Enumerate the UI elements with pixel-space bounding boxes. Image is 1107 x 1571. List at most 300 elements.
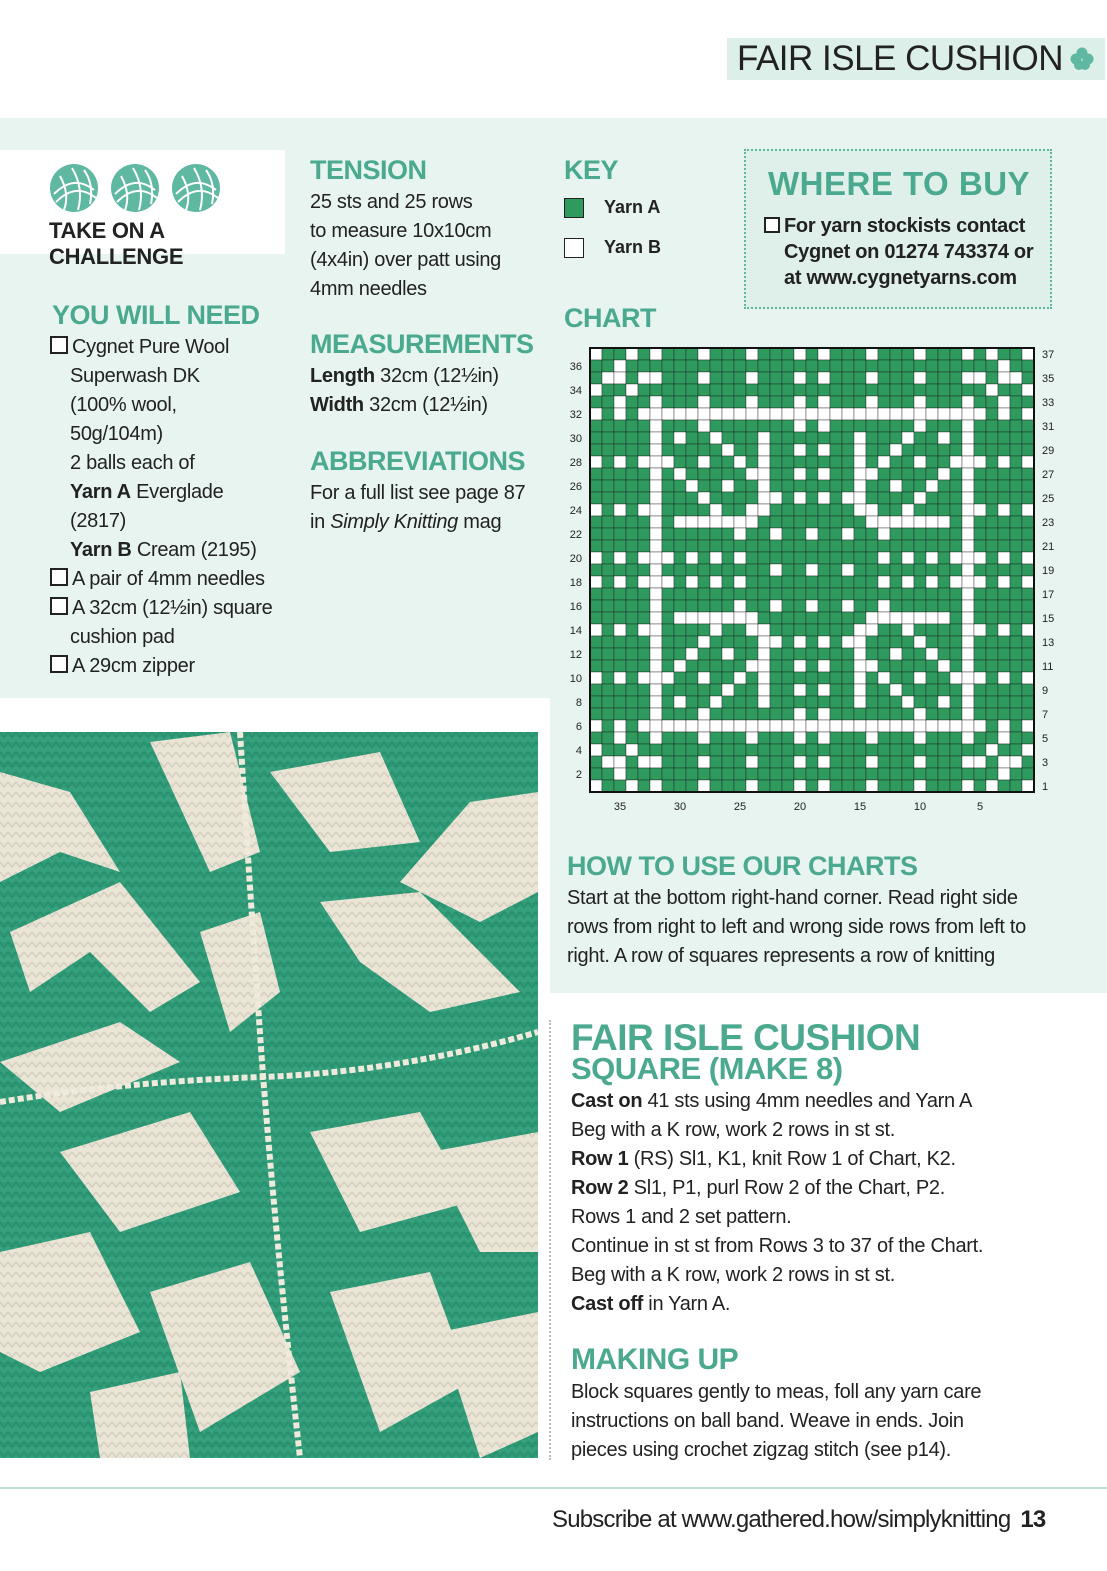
chart-stitch-cell — [1010, 564, 1022, 576]
abbreviations-line — [310, 508, 550, 537]
chart-stitch-cell — [782, 468, 794, 480]
chart-stitch-cell — [914, 624, 926, 636]
chart-stitch-cell — [914, 768, 926, 780]
chart-stitch-cell — [614, 420, 626, 432]
abbreviations-title: ABBREVIATIONS — [310, 446, 526, 476]
chart-stitch-cell — [590, 432, 602, 444]
chart-stitch-cell — [986, 624, 998, 636]
chart-stitch-cell — [842, 588, 854, 600]
chart-stitch-cell — [854, 696, 866, 708]
chart-stitch-cell — [818, 420, 830, 432]
chart-stitch-cell — [1022, 492, 1034, 504]
chart-stitch-cell — [626, 360, 638, 372]
chart-stitch-cell — [842, 600, 854, 612]
chart-stitch-cell — [950, 420, 962, 432]
chart-stitch-cell — [686, 576, 698, 588]
yarn-ball-icon — [111, 164, 159, 212]
chart-stitch-cell — [794, 744, 806, 756]
chart-stitch-cell — [662, 660, 674, 672]
chart-stitch-cell — [710, 780, 722, 792]
width-value: 32cm (12½in) — [363, 394, 488, 416]
chart-stitch-cell — [650, 708, 662, 720]
chart-stitch-cell — [962, 420, 974, 432]
chart-stitch-cell — [794, 624, 806, 636]
chart-stitch-cell — [770, 552, 782, 564]
chart-stitch-cell — [770, 444, 782, 456]
chart-stitch-cell — [734, 648, 746, 660]
chart-stitch-cell — [986, 684, 998, 696]
footer-subscribe: Subscribe at www.gathered.how/simplyknitting — [552, 1506, 1011, 1533]
chart-stitch-cell — [638, 456, 650, 468]
chart-stitch-cell — [950, 780, 962, 792]
chart-row-label: 28 — [569, 457, 582, 469]
chart-stitch-cell — [1010, 648, 1022, 660]
chart-stitch-cell — [602, 420, 614, 432]
chart-stitch-cell — [902, 684, 914, 696]
chart-stitch-cell — [854, 768, 866, 780]
chart-stitch-cell — [938, 588, 950, 600]
chart-stitch-cell — [830, 396, 842, 408]
chart-stitch-cell — [890, 648, 902, 660]
chart-row-label: 18 — [569, 577, 582, 589]
chart-stitch-cell — [998, 768, 1010, 780]
chart-stitch-cell — [590, 528, 602, 540]
chart-stitch-cell — [806, 672, 818, 684]
chart-stitch-cell — [854, 420, 866, 432]
chart-stitch-cell — [998, 528, 1010, 540]
chart-row-label: 32 — [569, 409, 582, 421]
chart-stitch-cell — [722, 384, 734, 396]
pattern-line — [571, 1174, 1091, 1203]
chart-stitch-cell — [902, 636, 914, 648]
chart-stitch-cell — [758, 648, 770, 660]
key-title: KEY — [564, 155, 619, 185]
chart-stitch-cell — [686, 684, 698, 696]
chart-stitch-cell — [998, 372, 1010, 384]
chart-stitch-cell — [962, 552, 974, 564]
chart-stitch-cell — [698, 564, 710, 576]
chart-stitch-cell — [722, 744, 734, 756]
chart-stitch-cell — [782, 396, 794, 408]
section-header-tag — [727, 38, 1105, 80]
chart-stitch-cell — [698, 624, 710, 636]
need-item-line — [50, 565, 290, 594]
chart-stitch-cell — [806, 600, 818, 612]
chart-column-label: 35 — [613, 801, 627, 813]
chart-stitch-cell — [1010, 360, 1022, 372]
chart-stitch-cell — [698, 720, 710, 732]
chart-stitch-cell — [794, 660, 806, 672]
chart-stitch-cell — [926, 360, 938, 372]
chart-stitch-cell — [878, 408, 890, 420]
chart-stitch-cell — [770, 540, 782, 552]
chart-stitch-cell — [842, 468, 854, 480]
chart-stitch-cell — [674, 528, 686, 540]
chart-stitch-cell — [1022, 564, 1034, 576]
chart-stitch-cell — [938, 432, 950, 444]
chart-stitch-cell — [686, 432, 698, 444]
chart-stitch-cell — [1010, 720, 1022, 732]
chart-stitch-cell — [998, 624, 1010, 636]
chart-stitch-cell — [710, 396, 722, 408]
chart-stitch-cell — [806, 480, 818, 492]
chart-stitch-cell — [926, 768, 938, 780]
chart-stitch-cell — [950, 528, 962, 540]
pattern-line-bold: Cast on — [571, 1090, 643, 1112]
chart-stitch-cell — [926, 456, 938, 468]
chart-stitch-cell — [890, 432, 902, 444]
chart-stitch-cell — [710, 408, 722, 420]
chart-stitch-cell — [974, 408, 986, 420]
chart-stitch-cell — [734, 588, 746, 600]
chart-stitch-cell — [626, 540, 638, 552]
chart-stitch-cell — [770, 396, 782, 408]
chart-stitch-cell — [710, 480, 722, 492]
chart-stitch-cell — [974, 480, 986, 492]
chart-stitch-cell — [806, 456, 818, 468]
chart-stitch-cell — [638, 384, 650, 396]
chart-stitch-cell — [770, 588, 782, 600]
chart-stitch-cell — [842, 444, 854, 456]
pattern-line — [571, 1087, 1091, 1116]
chart-stitch-cell — [878, 468, 890, 480]
chart-stitch-cell — [938, 384, 950, 396]
chart-stitch-cell — [662, 744, 674, 756]
chart-stitch-cell — [914, 480, 926, 492]
chart-stitch-cell — [806, 648, 818, 660]
chart-stitch-cell — [914, 660, 926, 672]
chart-stitch-cell — [602, 480, 614, 492]
chart-stitch-cell — [722, 468, 734, 480]
chart-stitch-cell — [926, 708, 938, 720]
chart-stitch-cell — [878, 444, 890, 456]
chart-stitch-cell — [806, 696, 818, 708]
chart-stitch-cell — [842, 456, 854, 468]
chart-stitch-cell — [782, 576, 794, 588]
chart-stitch-cell — [950, 636, 962, 648]
chart-stitch-cell — [806, 756, 818, 768]
chart-stitch-cell — [926, 696, 938, 708]
need-item-line — [50, 362, 290, 391]
chart-row-label: 33 — [1042, 397, 1055, 409]
chart-row-label: 16 — [569, 601, 582, 613]
chart-stitch-cell — [854, 624, 866, 636]
chart-stitch-cell — [902, 768, 914, 780]
chart-row-label: 2 — [575, 769, 582, 781]
chart-stitch-cell — [1022, 576, 1034, 588]
chart-stitch-cell — [854, 612, 866, 624]
chart-stitch-cell — [794, 492, 806, 504]
chart-stitch-cell — [878, 744, 890, 756]
chart-stitch-cell — [938, 684, 950, 696]
chart-stitch-cell — [782, 480, 794, 492]
chart-stitch-cell — [950, 516, 962, 528]
chart-stitch-cell — [674, 396, 686, 408]
chart-stitch-cell — [902, 396, 914, 408]
chart-stitch-cell — [758, 564, 770, 576]
chart-stitch-cell — [614, 720, 626, 732]
chart-stitch-cell — [998, 444, 1010, 456]
chart-stitch-cell — [626, 720, 638, 732]
chart-stitch-cell — [602, 588, 614, 600]
chart-stitch-cell — [962, 456, 974, 468]
chart-stitch-cell — [806, 396, 818, 408]
chart-stitch-cell — [938, 372, 950, 384]
chart-stitch-cell — [1022, 588, 1034, 600]
chart-stitch-cell — [782, 756, 794, 768]
chart-stitch-cell — [614, 648, 626, 660]
chart-stitch-cell — [674, 648, 686, 660]
chart-stitch-cell — [830, 576, 842, 588]
chart-stitch-cell — [878, 372, 890, 384]
chart-stitch-cell — [698, 636, 710, 648]
chart-stitch-cell — [770, 732, 782, 744]
making-up-line: Block squares gently to meas, foll any yarn care — [571, 1381, 982, 1403]
chart-stitch-cell — [866, 552, 878, 564]
wtb-line — [764, 213, 1049, 239]
chart-stitch-cell — [854, 516, 866, 528]
chart-stitch-cell — [854, 684, 866, 696]
chart-stitch-cell — [794, 576, 806, 588]
chart-stitch-cell — [686, 384, 698, 396]
chart-stitch-cell — [938, 636, 950, 648]
chart-stitch-cell — [722, 396, 734, 408]
chart-stitch-cell — [698, 600, 710, 612]
chart-stitch-cell — [878, 600, 890, 612]
chart-stitch-cell — [710, 600, 722, 612]
chart-stitch-cell — [878, 720, 890, 732]
chart-stitch-cell — [794, 612, 806, 624]
chart-stitch-cell — [818, 552, 830, 564]
chart-stitch-cell — [878, 504, 890, 516]
chart-stitch-cell — [734, 600, 746, 612]
chart-row-label: 11 — [1042, 661, 1054, 673]
chart-stitch-cell — [974, 756, 986, 768]
chart-stitch-cell — [974, 504, 986, 516]
chart-stitch-cell — [938, 672, 950, 684]
chart-stitch-cell — [1010, 552, 1022, 564]
chart-stitch-cell — [866, 672, 878, 684]
chart-stitch-cell — [650, 456, 662, 468]
chart-stitch-cell — [698, 612, 710, 624]
chart-stitch-cell — [890, 708, 902, 720]
chart-stitch-cell — [590, 348, 602, 360]
chart-stitch-cell — [854, 708, 866, 720]
chart-stitch-cell — [926, 480, 938, 492]
chart-stitch-cell — [626, 612, 638, 624]
chart-stitch-cell — [818, 432, 830, 444]
pattern-line-text: Beg with a K row, work 2 rows in st st. — [571, 1119, 895, 1141]
chart-stitch-cell — [674, 708, 686, 720]
chart-stitch-cell — [1010, 672, 1022, 684]
chart-stitch-cell — [866, 444, 878, 456]
chart-stitch-cell — [1010, 420, 1022, 432]
chart-stitch-cell — [854, 744, 866, 756]
chart-stitch-cell — [602, 528, 614, 540]
chart-stitch-cell — [830, 780, 842, 792]
chart-stitch-cell — [722, 576, 734, 588]
chart-stitch-cell — [902, 468, 914, 480]
chart-stitch-cell — [890, 348, 902, 360]
chart-stitch-cell — [1010, 348, 1022, 360]
chart-stitch-cell — [974, 444, 986, 456]
chart-stitch-cell — [878, 648, 890, 660]
chart-stitch-cell — [842, 744, 854, 756]
chart-stitch-cell — [938, 420, 950, 432]
chart-stitch-cell — [590, 708, 602, 720]
chart-stitch-cell — [770, 384, 782, 396]
chart-stitch-cell — [938, 504, 950, 516]
chart-stitch-cell — [686, 456, 698, 468]
chart-row-label: 9 — [1042, 685, 1049, 697]
chart-stitch-cell — [686, 468, 698, 480]
chart-stitch-cell — [770, 780, 782, 792]
chart-stitch-cell — [758, 756, 770, 768]
chart-stitch-cell — [866, 744, 878, 756]
chart-stitch-cell — [770, 648, 782, 660]
chart-stitch-cell — [770, 420, 782, 432]
chart-stitch-cell — [590, 600, 602, 612]
chart-stitch-cell — [626, 444, 638, 456]
chart-stitch-cell — [914, 408, 926, 420]
chart-row-label: 34 — [569, 385, 582, 397]
challenge-label: TAKE ON A CHALLENGE — [49, 218, 184, 269]
chart-stitch-cell — [686, 612, 698, 624]
chart-stitch-cell — [890, 540, 902, 552]
chart-stitch-cell — [602, 756, 614, 768]
chart-stitch-cell — [1010, 744, 1022, 756]
chart-stitch-cell — [890, 528, 902, 540]
chart-stitch-cell — [998, 684, 1010, 696]
chart-stitch-cell — [710, 744, 722, 756]
chart-stitch-cell — [770, 480, 782, 492]
chart-stitch-cell — [962, 444, 974, 456]
chart-stitch-cell — [722, 348, 734, 360]
chart-stitch-cell — [986, 372, 998, 384]
chart-stitch-cell — [626, 576, 638, 588]
chart-stitch-cell — [842, 648, 854, 660]
chart-stitch-cell — [626, 732, 638, 744]
chart-stitch-cell — [938, 732, 950, 744]
chart-stitch-cell — [794, 648, 806, 660]
chart-stitch-cell — [938, 408, 950, 420]
chart-stitch-cell — [662, 624, 674, 636]
chart-stitch-cell — [758, 684, 770, 696]
chart-stitch-cell — [734, 696, 746, 708]
chart-stitch-cell — [890, 720, 902, 732]
chart-stitch-cell — [722, 588, 734, 600]
chart-stitch-cell — [698, 408, 710, 420]
chart-stitch-cell — [770, 432, 782, 444]
wtb-line: at www.cygnetyarns.com — [784, 267, 1017, 289]
chart-stitch-cell — [614, 480, 626, 492]
chart-stitch-cell — [686, 732, 698, 744]
chart-stitch-cell — [986, 564, 998, 576]
chart-stitch-cell — [710, 348, 722, 360]
pattern-line — [571, 1232, 1091, 1261]
chart-stitch-cell — [782, 360, 794, 372]
chart-stitch-cell — [782, 432, 794, 444]
chart-stitch-cell — [770, 576, 782, 588]
chart-stitch-cell — [830, 420, 842, 432]
chart-stitch-cell — [962, 696, 974, 708]
chart-stitch-cell — [1022, 456, 1034, 468]
chart-stitch-cell — [998, 696, 1010, 708]
chart-stitch-cell — [950, 672, 962, 684]
chart-stitch-cell — [650, 660, 662, 672]
chart-stitch-cell — [758, 480, 770, 492]
chart-stitch-cell — [1022, 612, 1034, 624]
challenge-badge — [0, 150, 285, 269]
chart-stitch-cell — [1022, 444, 1034, 456]
chart-stitch-cell — [674, 600, 686, 612]
chart-stitch-cell — [998, 720, 1010, 732]
chart-stitch-cell — [602, 600, 614, 612]
chart-stitch-cell — [986, 456, 998, 468]
chart-stitch-cell — [734, 372, 746, 384]
chart-stitch-cell — [830, 492, 842, 504]
chart-stitch-cell — [662, 348, 674, 360]
measurement-length — [310, 362, 550, 391]
chart-stitch-cell — [818, 780, 830, 792]
chart-stitch-cell — [638, 612, 650, 624]
chart-stitch-cell — [986, 780, 998, 792]
chart-stitch-cell — [962, 720, 974, 732]
chart-stitch-cell — [878, 636, 890, 648]
chart-stitch-cell — [806, 408, 818, 420]
chart-stitch-cell — [926, 444, 938, 456]
chart-stitch-cell — [866, 420, 878, 432]
chart-stitch-cell — [746, 360, 758, 372]
chart-stitch-cell — [818, 588, 830, 600]
chart-stitch-cell — [722, 624, 734, 636]
chart-stitch-cell — [962, 684, 974, 696]
chart-stitch-cell — [998, 648, 1010, 660]
chart-stitch-cell — [830, 444, 842, 456]
chart-stitch-cell — [878, 732, 890, 744]
chart-stitch-cell — [950, 600, 962, 612]
chart-stitch-cell — [722, 768, 734, 780]
chart-stitch-cell — [962, 540, 974, 552]
chart-stitch-cell — [890, 588, 902, 600]
chart-stitch-cell — [710, 360, 722, 372]
chart-stitch-cell — [734, 756, 746, 768]
chart-stitch-cell — [674, 552, 686, 564]
chart-stitch-cell — [626, 396, 638, 408]
chart-stitch-cell — [590, 588, 602, 600]
chart-row-label: 35 — [1042, 373, 1055, 385]
chart-row-label: 23 — [1042, 517, 1055, 529]
chart-stitch-cell — [974, 492, 986, 504]
chart-stitch-cell — [866, 648, 878, 660]
chart-stitch-cell — [866, 372, 878, 384]
chart-row-label: 6 — [575, 721, 582, 733]
chart-stitch-cell — [686, 648, 698, 660]
chart-stitch-cell — [1022, 696, 1034, 708]
chart-stitch-cell — [758, 432, 770, 444]
chart-stitch-cell — [938, 528, 950, 540]
chart-stitch-cell — [1022, 780, 1034, 792]
chart-stitch-cell — [638, 696, 650, 708]
chart-stitch-cell — [890, 516, 902, 528]
chart-stitch-cell — [650, 732, 662, 744]
chart-stitch-cell — [650, 360, 662, 372]
chart-stitch-cell — [938, 564, 950, 576]
chart-stitch-cell — [926, 684, 938, 696]
chart-stitch-cell — [902, 660, 914, 672]
chart-stitch-cell — [998, 360, 1010, 372]
chart-stitch-cell — [626, 684, 638, 696]
